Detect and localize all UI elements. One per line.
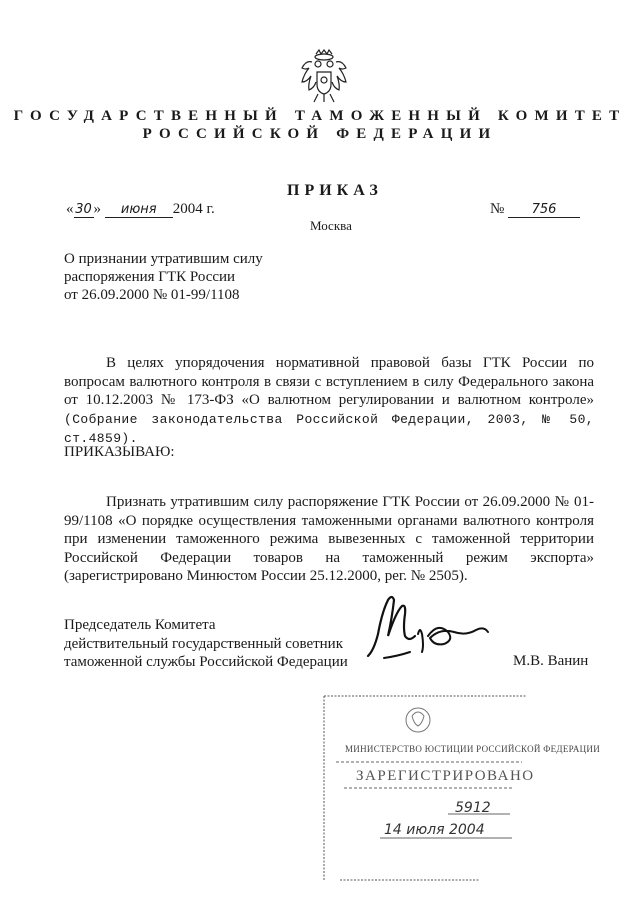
- date-month: июня: [105, 202, 173, 218]
- document-subject: [64, 250, 263, 304]
- stamp-ministry: МИНИСТЕРСТВО ЮСТИЦИИ РОССИЙСКОЙ ФЕДЕРАЦИИ: [345, 744, 601, 754]
- document-type: ПРИКАЗ: [287, 182, 383, 199]
- order-date: [66, 201, 215, 218]
- organization-name-line2: РОССИЙСКОЙ ФЕДЕРАЦИИ: [142, 126, 498, 142]
- number-label: №: [490, 201, 505, 217]
- date-open-quote: «: [66, 201, 74, 217]
- handwritten-signature: [360, 592, 500, 672]
- city: Москва: [310, 218, 352, 233]
- preamble-citation: (Собрание законодательства Российской Федерации, 2003, № 50, ст.4859).: [64, 411, 594, 446]
- subject-line: распоряжения ГТК России: [64, 269, 236, 285]
- date-year: 2004 г.: [172, 201, 215, 217]
- position-line: действительный государственный советник: [64, 635, 344, 652]
- coat-of-arms-icon: [298, 48, 350, 106]
- position-line: Председатель Комитета: [64, 617, 216, 633]
- stamp-reg-number: 5912: [455, 800, 491, 816]
- order-clause: Признать утратившим силу распоряжение ГТК России от 26.09.2000 № 01-99/1108 «О порядке осуществления таможенными органами валютного контроля при изменении таможенного режима вывезенных с таможенной территории Российской Федерации товаров на таможенный режим экспорта» (зарегистрировано Минюстом России 25.12.2000, рег. № 2505).: [64, 494, 594, 584]
- position-line: таможенной службы Российской Федерации: [64, 654, 348, 670]
- signatory-name: М.В. Ванин: [513, 653, 589, 669]
- date-day: 30: [75, 202, 92, 217]
- subject-line: О признании утратившим силу: [64, 251, 263, 267]
- stamp-reg-date: 14 июля 2004: [384, 822, 485, 838]
- date-close-quote: »: [93, 201, 101, 217]
- order-word: ПРИКАЗЫВАЮ:: [64, 444, 175, 460]
- stamp-registered: ЗАРЕГИСТРИРОВАНО: [356, 768, 535, 784]
- number-value: 756: [508, 202, 580, 218]
- preamble-text: В целях упорядочения нормативной правовой базы ГТК России по вопросам валютного контроля в связи с вступлением в силу Федерального закона от 10.12.2003 № 173-ФЗ «О валютном регулировании и валютном контроле»: [64, 355, 594, 408]
- preamble-paragraph: [64, 354, 594, 449]
- subject-line: от 26.09.2000 № 01-99/1108: [64, 287, 240, 303]
- organization-name-line1: ГОСУДАРСТВЕННЫЙ ТАМОЖЕННЫЙ КОМИТЕТ: [13, 108, 627, 124]
- signatory-position: [64, 616, 348, 672]
- order-number: [490, 201, 580, 218]
